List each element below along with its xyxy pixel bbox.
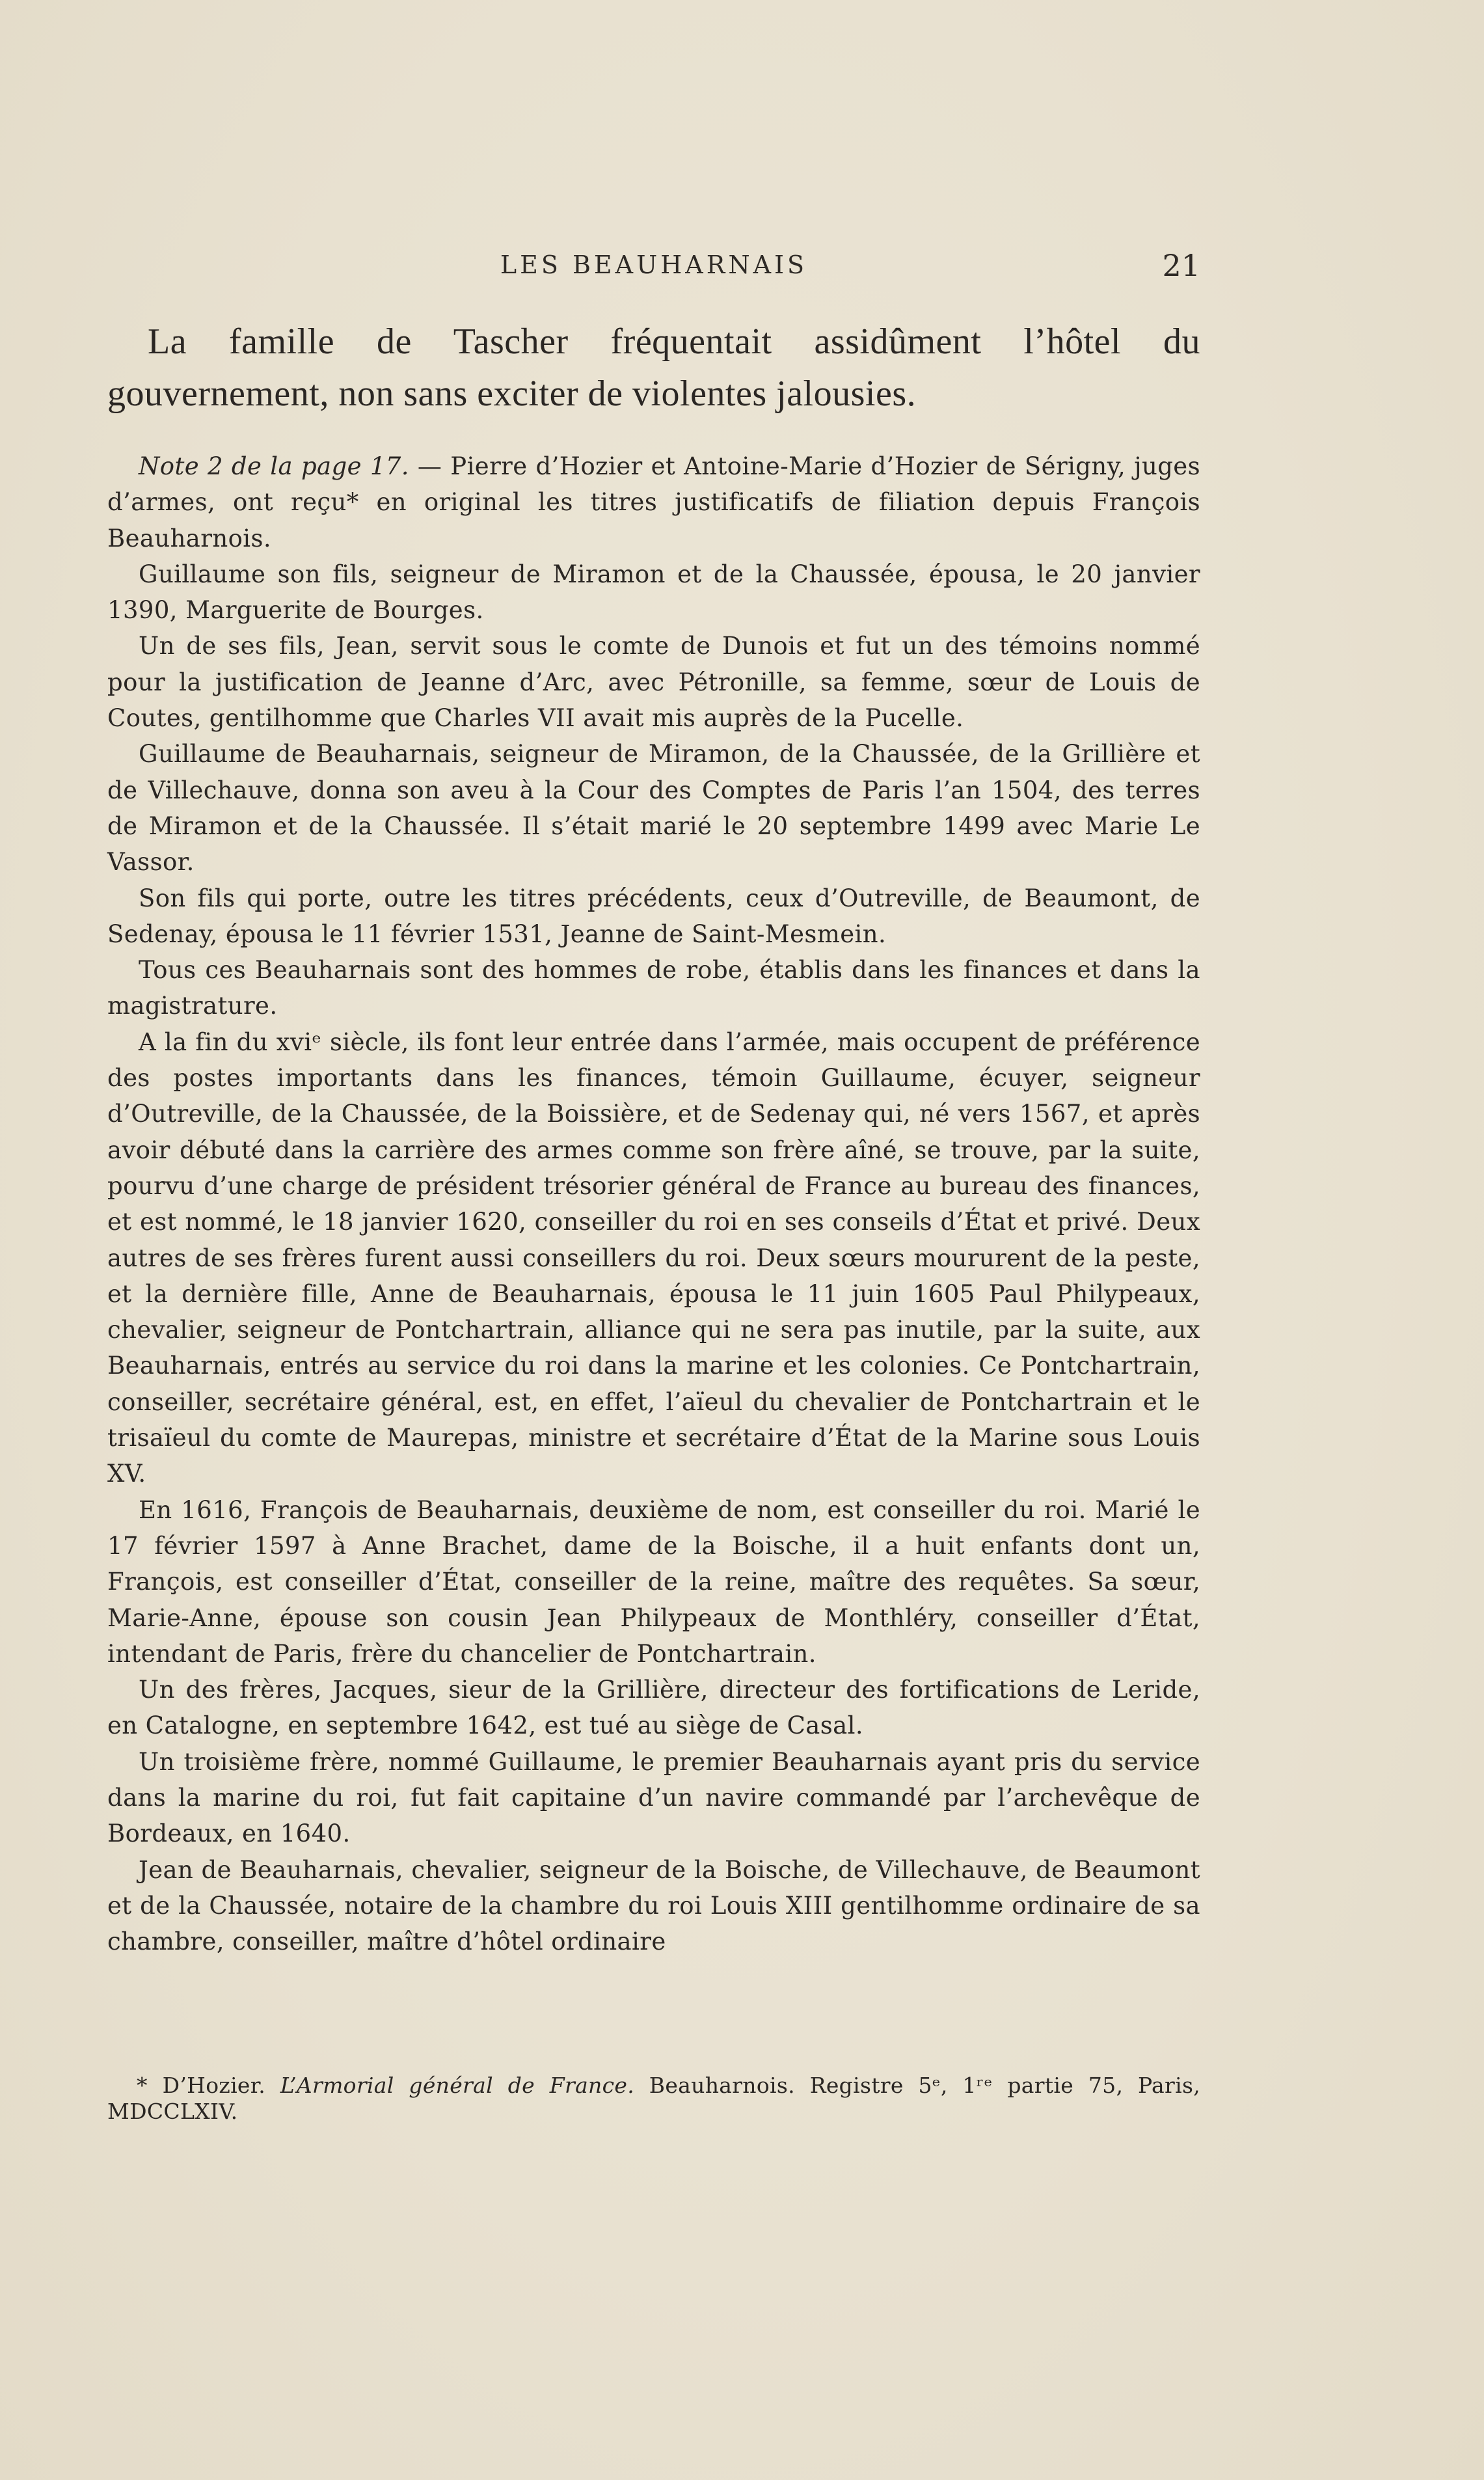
note-paragraph: Un de ses fils, Jean, servit sous le comte de Dunois et fut un des témoins nommé pour la justification de Jeanne d’Arc, avec Pétronille, sa femme, sœur de Louis de Coutes, gentilhomme que Charles VII avait mis auprès de la Pucelle. <box>107 632 1200 733</box>
footnote <box>107 2073 1200 2125</box>
note-paragraph: Un troisième frère, nommé Guillaume, le premier Beauharnais ayant pris du service dans la marine du roi, fut fait capitaine d’un navire commandé par l’archevêque de Bordeaux, en 1640. <box>107 1747 1200 1848</box>
note-paragraph: Guillaume son fils, seigneur de Miramon et de la Chaussée, épousa, le 20 janvier 1390, Marguerite de Bourges. <box>107 560 1200 625</box>
footnote-title: L’Armorial général de France. <box>280 2073 634 2098</box>
note-text: — Pierre d’Hozier et Antoine-Marie d’Hozier de Sérigny, juges d’armes, ont reçu* en original les titres justificatifs de filiation depuis François Beauharnois. <box>107 452 1200 552</box>
footnote-rest: Beauharnois. Registre 5ᵉ, 1ʳᵉ partie 75, Paris, MDCCLXIV. <box>107 2073 1200 2124</box>
footnote-prefix: * D’Hozier. <box>137 2073 265 2098</box>
note-paragraph: Son fils qui porte, outre les titres précédents, ceux d’Outreville, de Beaumont, de Sedenay, épousa le 11 février 1531, Jeanne de Saint-Mesmein. <box>107 884 1200 948</box>
note-paragraph: A la fin du xviᵉ siècle, ils font leur entrée dans l’armée, mais occupent de préférence des postes importants dans les finances, témoin Guillaume, écuyer, seigneur d’Outreville, de la Chaussée, de la Boissière, et de Sedenay qui, né vers 1567, et après avoir débuté dans la carrière des armes comme son frère aîné, se trouve, par la suite, pourvu d’une charge de président trésorier général de France au bureau des finances, et est nommé, le 18 janvier 1620, conseiller du roi en ses conseils d’État et privé. Deux autres de ses frères furent aussi conseillers du roi. Deux sœurs moururent de la peste, et la dernière fille, Anne de Beauharnais, épousa le 11 juin 1605 Paul Philypeaux, chevalier, seigneur de Pontchartrain, alliance qui ne sera pas inutile, par la suite, aux Beauharnais, entrés au service du roi dans la marine et les colonies. Ce Pontchartrain, conseiller, secrétaire général, est, en effet, l’aïeul du chevalier de Pontchartrain et le trisaïeul du comte de Maurepas, ministre et secrétaire d’État de la Marine sous Louis XV. <box>107 1028 1200 1488</box>
note-paragraph: Guillaume de Beauharnais, seigneur de Miramon, de la Chaussée, de la Grillière et de Villechauve, donna son aveu à la Cour des Comptes de Paris l’an 1504, des terres de Miramon et de la Chaussée. Il s’était marié le 20 septembre 1499 avec Marie Le Vassor. <box>107 740 1200 877</box>
note-paragraph: En 1616, François de Beauharnais, deuxième de nom, est conseiller du roi. Marié le 17 février 1597 à Anne Brachet, dame de la Boische, il a huit enfants dont un, François, est conseiller d’État, conseiller de la reine, maître des requêtes. Sa sœur, Marie-Anne, épouse son cousin Jean Philypeaux de Monthléry, conseiller d’État, intendant de Paris, frère du chancelier de Pontchartrain. <box>107 1495 1200 1668</box>
note-paragraph: Jean de Beauharnais, chevalier, seigneur de la Boische, de Villechauve, de Beaumont et de la Chaussée, notaire de la chambre du roi Louis XIII gentilhomme ordinaire de sa chambre, conseiller, maître d’hôtel ordinaire <box>107 1855 1200 1956</box>
note-paragraph: Un des frères, Jacques, sieur de la Grillière, directeur des fortifications de Leride, en Catalogne, en septembre 1642, est tué au siège de Casal. <box>107 1676 1200 1740</box>
body-text <box>107 316 1200 1959</box>
note-paragraph <box>107 448 1200 556</box>
running-title: LES BEAUHARNAIS <box>500 251 808 279</box>
note-heading: Note 2 de la page 17. <box>139 452 409 480</box>
note-paragraph: Tous ces Beauharnais sont des hommes de robe, établis dans les finances et dans la magistrature. <box>107 956 1200 1020</box>
running-head <box>107 248 1200 290</box>
lead-paragraph: La famille de Tascher fréquentait assidûment l’hôtel du gouvernement, non sans exciter de violentes jalousies. <box>107 321 1200 414</box>
page-number: 21 <box>1162 248 1200 283</box>
